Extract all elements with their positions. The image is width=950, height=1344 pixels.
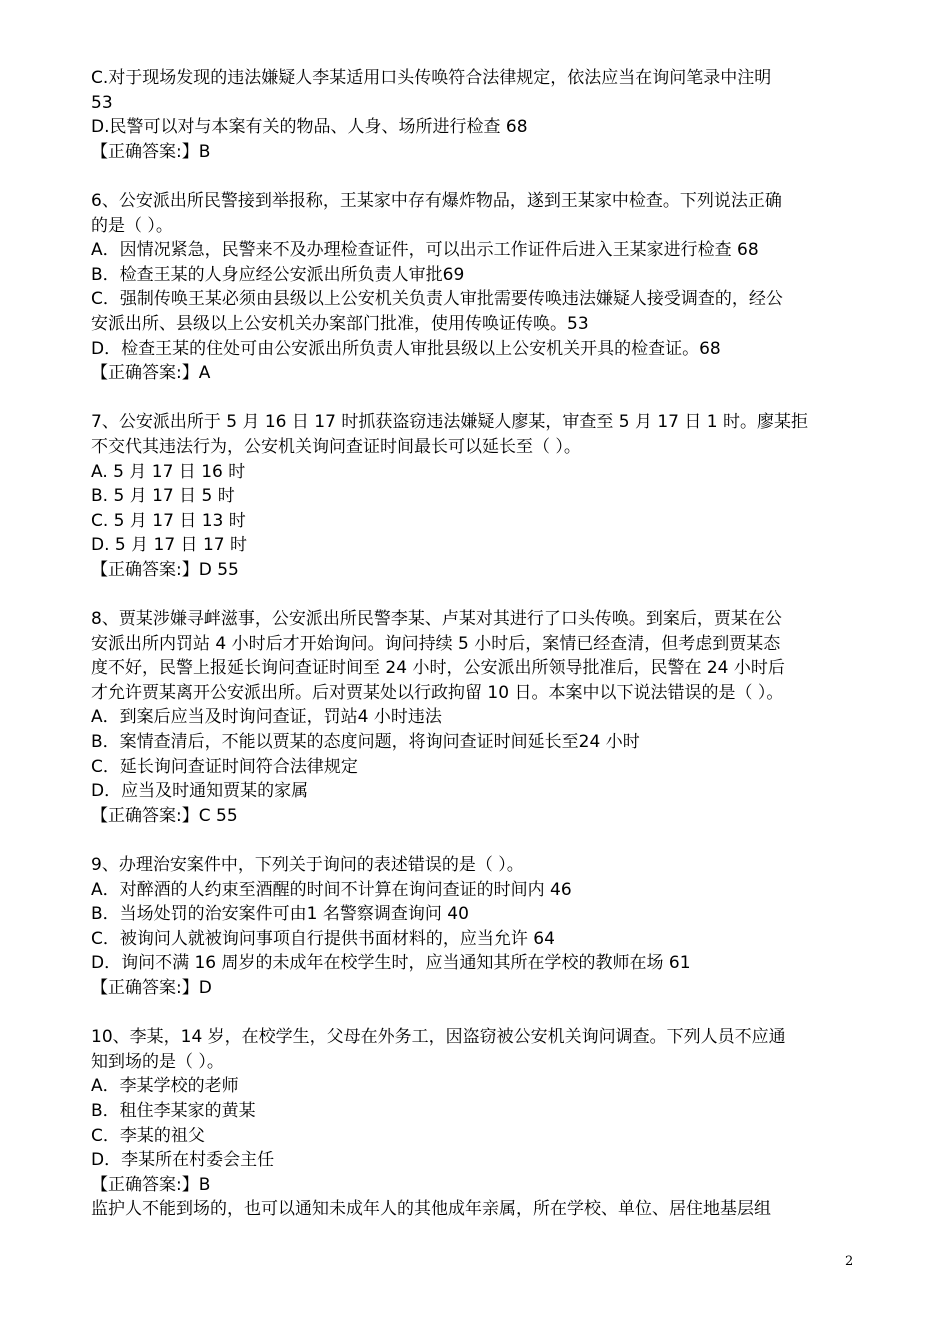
block-gap: [91, 164, 866, 189]
text-line: B．检查王某的人身应经公安派出所负责人审批69: [91, 264, 465, 285]
text-line: A. 5 月 17 日 16 时: [91, 461, 246, 482]
text-line: B．当场处罚的治安案件可由1 名警察调查询问 40: [91, 904, 469, 925]
text-line: 【正确答案:】D 55: [91, 559, 239, 580]
text-line: D．李某所在村委会主任: [91, 1150, 275, 1171]
text-line: 【正确答案:】A: [91, 363, 211, 384]
text-line: 9、办理治安案件中，下列关于询问的表述错误的是（ ）。: [91, 855, 524, 875]
text-line: B．案情查清后，不能以贾某的态度问题，将询问查证时间延长至24 小时: [91, 732, 640, 753]
question-block: [91, 1025, 866, 1222]
text-line: 安派出所、县级以上公安机关办案部门批准，使用传唤证传唤。53: [91, 313, 589, 334]
text-line: 8、贾某涉嫌寻衅滋事，公安派出所民警李某、卢某对其进行了口头传唤。到案后，贾某在公: [91, 609, 782, 630]
text-line: C．强制传唤王某必须由县级以上公安机关负责人审批需要传唤违法嫌疑人接受调查的，经公: [91, 289, 783, 310]
text-line: A．李某学校的老师: [91, 1076, 239, 1097]
text-line: 10、李某，14 岁，在校学生，父母在外务工，因盗窃被公安机关询问调查。下列人员不应通: [91, 1027, 786, 1048]
question-block: [91, 66, 866, 164]
text-line: A．因情况紧急，民警来不及办理检查证件，可以出示工作证件后进入王某家进行检查 68: [91, 240, 759, 261]
text-line: D．检查王某的住处可由公安派出所负责人审批县级以上公安机关开具的检查证。68: [91, 338, 721, 359]
text-line: 【正确答案:】B: [91, 141, 211, 162]
question-block: [91, 607, 866, 828]
text-line: 才允许贾某离开公安派出所。后对贾某处以行政拘留 10 日。本案中以下说法错误的是（ ）。: [91, 682, 784, 703]
text-line: 7、公安派出所于 5 月 16 日 17 时抓获盗窃违法嫌疑人廖某，审查至 5 月 17 日 1 时。廖某拒: [91, 412, 809, 433]
text-line: 安派出所内罚站 4 小时后才开始询问。询问持续 5 小时后，案情已经查清，但考虑到贾某态: [91, 633, 781, 654]
block-gap: [91, 386, 866, 411]
text-line: C．延长询问查证时间符合法律规定: [91, 756, 358, 777]
text-line: C．被询问人就被询问事项自行提供书面材料的，应当允许 64: [91, 928, 555, 949]
block-gap: [91, 582, 866, 607]
text-line: B. 5 月 17 日 5 时: [91, 486, 235, 507]
text-line: D．询问不满 16 周岁的未成年在校学生时，应当通知其所在学校的教师在场 61: [91, 953, 691, 974]
block-gap: [91, 1001, 866, 1026]
block-gap: [91, 828, 866, 853]
question-content: [91, 66, 866, 1222]
text-line: 6、公安派出所民警接到举报称，王某家中存有爆炸物品，遂到王某家中检查。下列说法正确: [91, 190, 782, 211]
text-line: 53: [91, 92, 113, 113]
text-line: A．到案后应当及时询问查证，罚站4 小时违法: [91, 707, 442, 728]
text-line: 的是（ ）。: [91, 215, 173, 236]
text-line: C.对于现场发现的违法嫌疑人李某适用口头传唤符合法律规定，依法应当在询问笔录中注明: [91, 68, 772, 88]
text-line: C．李某的祖父: [91, 1125, 205, 1146]
text-line: 【正确答案:】B: [91, 1174, 211, 1195]
text-line: D．应当及时通知贾某的家属: [91, 781, 309, 802]
text-line: D.民警可以对与本案有关的物品、人身、场所进行检查 68: [91, 117, 528, 138]
question-block: [91, 189, 866, 386]
text-line: C. 5 月 17 日 13 时: [91, 510, 246, 531]
question-block: [91, 853, 866, 1001]
text-line: 知到场的是（ ）。: [91, 1051, 224, 1072]
page-number: 2: [845, 1254, 854, 1269]
text-line: B．租住李某家的黄某: [91, 1100, 256, 1121]
question-block: [91, 410, 866, 582]
text-line: 不交代其违法行为，公安机关询问查证时间最长可以延长至（ ）。: [91, 436, 581, 457]
text-line: D. 5 月 17 日 17 时: [91, 535, 247, 556]
text-line: 监护人不能到场的，也可以通知未成年人的其他成年亲属，所在学校、单位、居住地基层组: [91, 1199, 771, 1220]
text-line: A．对醉酒的人约束至酒醒的时间不计算在询问查证的时间内 46: [91, 879, 572, 900]
text-line: 【正确答案:】C 55: [91, 805, 238, 826]
text-line: 度不好，民警上报延长询问查证时间至 24 小时，公安派出所领导批准后，民警在 24 小时后: [91, 658, 785, 679]
text-line: 【正确答案:】D: [91, 977, 212, 998]
